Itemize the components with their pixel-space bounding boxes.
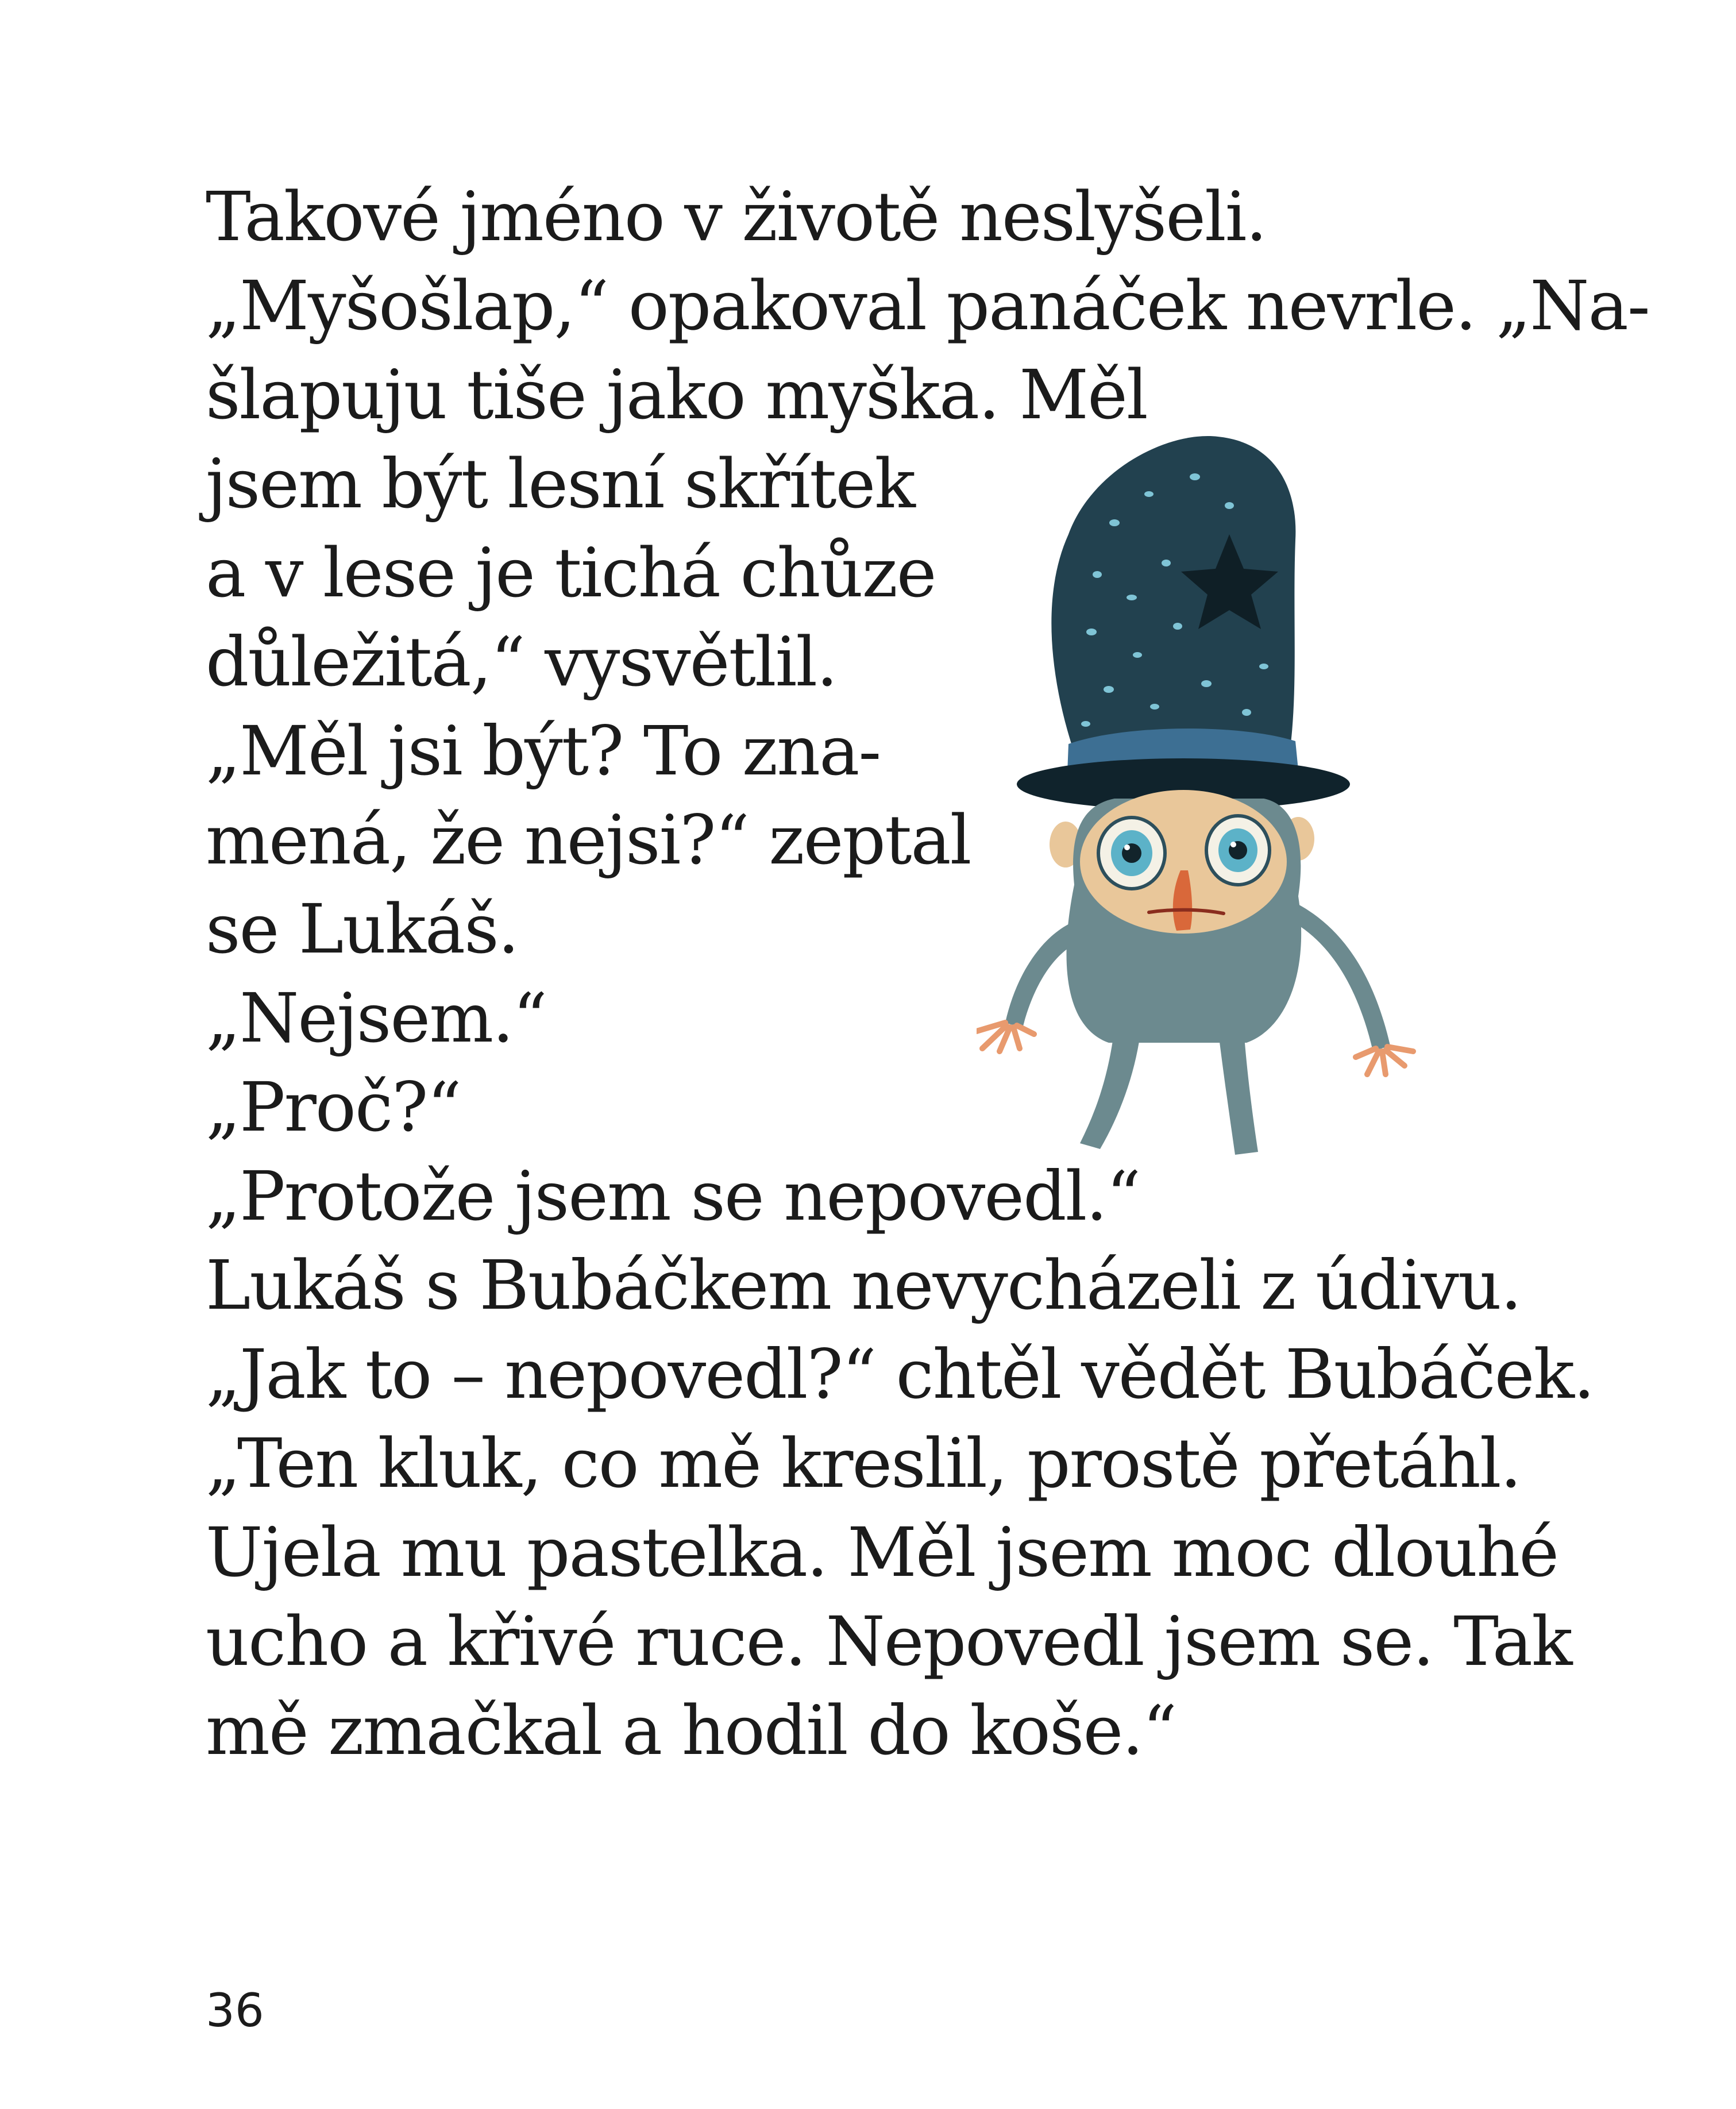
story-line: Takové jméno v životě neslyšeli. [206,177,1267,256]
story-line: „Ten kluk, co mě kreslil, prostě přetáhl. [206,1424,1521,1503]
story-line: mená, že nejsi?“ zeptal [206,800,971,880]
hat-crown [1051,436,1295,753]
story-line: „Protože jsem se nepovedl.“ [206,1156,1140,1236]
story-line: „Nejsem.“ [206,978,546,1058]
story-line: šlapuju tiše jako myška. Měl [206,355,1147,434]
story-line: „Myšošlap,“ opakoval panáček nevrle. „Na- [206,266,1649,345]
leg-left [1080,1028,1140,1149]
story-line: „Proč?“ [206,1067,461,1147]
story-line: a v lese je tichá chůze [206,533,936,612]
story-line: „Jak to – nepovedl?“ chtěl vědět Bubáček. [206,1335,1594,1414]
story-line: se Lukáš. [206,889,519,969]
story-line: Ujela mu pastelka. Měl jsem moc dlouhé [206,1513,1558,1592]
story-line: jsem být lesní skřítek [206,444,915,523]
story-line: mě zmačkal a hodil do koše.“ [206,1691,1176,1770]
hand-left [977,1023,1034,1051]
story-line: důležitá,“ vysvětlil. [206,622,837,701]
leg-right [1218,1028,1258,1155]
page-number: 36 [206,1984,264,2037]
story-line: ucho a křivé ruce. Nepovedl jsem se. Tak [206,1602,1572,1681]
story-line: Lukáš s Bubáčkem nevycházeli z údivu. [206,1246,1521,1325]
story-line: „Měl jsi být? To zna- [206,711,881,791]
goblin-with-star-hat-icon [977,425,1511,1189]
hand-right [1356,1047,1413,1074]
